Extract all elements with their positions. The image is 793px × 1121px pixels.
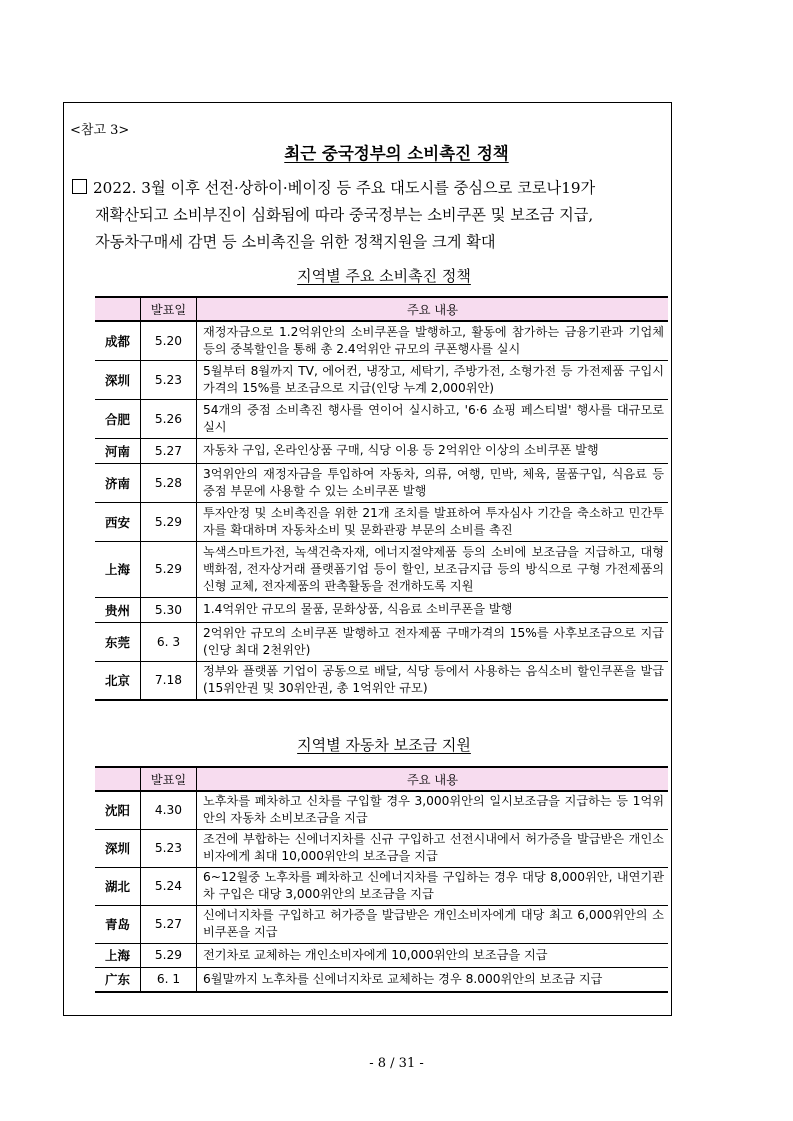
content-cell: 3억위안의 재정자금을 투입하여 자동차, 의류, 여행, 민박, 체육, 물품구입, 식음료 등 중점 부문에 사용할 수 있는 소비쿠폰 발행 xyxy=(197,463,669,502)
date-cell: 4.30 xyxy=(141,791,197,829)
content-cell: 재정자금으로 1.2억위안의 소비쿠폰을 발행하고, 활동에 참가하는 금융기관과 기업체 등의 중복할인을 통해 총 2.4억위안 규모의 쿠폰행사를 실시 xyxy=(197,321,669,360)
date-cell: 5.23 xyxy=(141,829,197,867)
content-cell: 녹색스마트가전, 녹색건축자재, 에너지절약제품 등의 소비에 보조금을 지급하고, 대형백화점, 전자상거래 플랫폼기업 등이 할인, 보조금지급 등의 방식으로 구형 가전제품의 신형 교체, 전자제품의 판촉활동을 전개하도록 지원 xyxy=(197,541,669,597)
content-cell: 정부와 플랫폼 기업이 공동으로 배달, 식당 등에서 사용하는 음식소비 할인쿠폰을 발급(15위안권 및 30위안권, 총 1억위안 규모) xyxy=(197,661,669,700)
page-title-text: 최근 중국정부의 소비촉진 정책 xyxy=(284,144,509,163)
table2-title xyxy=(0,734,768,755)
region-cell: 西安 xyxy=(95,502,141,541)
region-cell: 上海 xyxy=(95,541,141,597)
table-row xyxy=(95,867,668,905)
table1-title-text: 지역별 주요 소비촉진 정책 xyxy=(297,267,471,285)
content-cell: 자동차 구입, 온라인상품 구매, 식당 이용 등 2억위안 이상의 소비쿠폰 발행 xyxy=(197,438,669,463)
table-header-cell: 주요 내용 xyxy=(197,767,669,791)
table-row xyxy=(95,829,668,867)
table-header-row xyxy=(95,767,668,791)
table-row xyxy=(95,360,668,399)
table-header-cell: 주요 내용 xyxy=(197,297,669,321)
content-cell: 6월말까지 노후차를 신에너지차로 교체하는 경우 8.000위안의 보조금 지급 xyxy=(197,967,669,992)
date-cell: 5.29 xyxy=(141,943,197,967)
date-cell: 6. 1 xyxy=(141,967,197,992)
table-row xyxy=(95,905,668,943)
table-row xyxy=(95,399,668,438)
region-cell: 青岛 xyxy=(95,905,141,943)
table-row xyxy=(95,321,668,360)
content-cell: 투자안정 및 소비촉진을 위한 21개 조치를 발표하여 투자심사 기간을 축소하고 민간투자를 확대하며 자동차소비 및 문화관광 부문의 소비를 촉진 xyxy=(197,502,669,541)
intro-line-2: 재확산되고 소비부진이 심화됨에 따라 중국정부는 소비쿠폰 및 보조금 지급, xyxy=(95,206,594,224)
date-cell: 5.30 xyxy=(141,597,197,622)
content-cell: 신에너지차를 구입하고 허가증을 발급받은 개인소비자에게 대당 최고 6,000위안의 소비쿠폰을 지급 xyxy=(197,905,669,943)
region-cell: 广东 xyxy=(95,967,141,992)
checkbox-bullet-icon xyxy=(72,179,87,194)
table-header-cell xyxy=(95,767,141,791)
reference-label: <참고 3> xyxy=(70,123,130,138)
page-title xyxy=(0,140,793,164)
region-cell: 沈阳 xyxy=(95,791,141,829)
region-cell: 济南 xyxy=(95,463,141,502)
date-cell: 5.28 xyxy=(141,463,197,502)
date-cell: 5.20 xyxy=(141,321,197,360)
table-header-row xyxy=(95,297,668,321)
table-row xyxy=(95,791,668,829)
table1-title xyxy=(0,265,768,286)
region-cell: 深圳 xyxy=(95,360,141,399)
table-row xyxy=(95,622,668,661)
content-cell: 노후차를 폐차하고 신차를 구입할 경우 3,000위안의 일시보조금을 지급하는 등 1억위안의 자동차 소비보조금을 지급 xyxy=(197,791,669,829)
table-row xyxy=(95,541,668,597)
region-cell: 贵州 xyxy=(95,597,141,622)
region-cell: 河南 xyxy=(95,438,141,463)
date-cell: 5.26 xyxy=(141,399,197,438)
content-cell: 54개의 중점 소비촉진 행사를 연이어 실시하고, '6·6 쇼핑 페스티벌' 행사를 대규모로 실시 xyxy=(197,399,669,438)
content-cell: 전기차로 교체하는 개인소비자에게 10,000위안의 보조금을 지급 xyxy=(197,943,669,967)
table-row xyxy=(95,502,668,541)
table-row xyxy=(95,661,668,700)
intro-paragraph xyxy=(72,175,680,256)
table-row xyxy=(95,967,668,992)
date-cell: 5.29 xyxy=(141,502,197,541)
date-cell: 5.29 xyxy=(141,541,197,597)
date-cell: 6. 3 xyxy=(141,622,197,661)
table-header-cell xyxy=(95,297,141,321)
page-number: - 8 / 31 - xyxy=(369,1056,424,1071)
date-cell: 5.27 xyxy=(141,438,197,463)
intro-line-3: 자동차구매세 감면 등 소비촉진을 위한 정책지원을 크게 확대 xyxy=(95,233,496,251)
content-cell: 5월부터 8월까지 TV, 에어컨, 냉장고, 세탁기, 주방가전, 소형가전 등 가전제품 구입시 가격의 15%를 보조금으로 지급(인당 누계 2,000위안) xyxy=(197,360,669,399)
content-cell: 2억위안 규모의 소비쿠폰 발행하고 전자제품 구매가격의 15%를 사후보조금으로 지급(인당 최대 2천위안) xyxy=(197,622,669,661)
region-cell: 成都 xyxy=(95,321,141,360)
auto-subsidy-table xyxy=(95,766,668,993)
content-cell: 1.4억위안 규모의 물품, 문화상품, 식음료 소비쿠폰을 발행 xyxy=(197,597,669,622)
table-row xyxy=(95,597,668,622)
date-cell: 5.23 xyxy=(141,360,197,399)
date-cell: 7.18 xyxy=(141,661,197,700)
region-cell: 湖北 xyxy=(95,867,141,905)
date-cell: 5.24 xyxy=(141,867,197,905)
region-cell: 东莞 xyxy=(95,622,141,661)
region-cell: 合肥 xyxy=(95,399,141,438)
table-header-cell: 발표일 xyxy=(141,297,197,321)
table-row xyxy=(95,438,668,463)
table-row xyxy=(95,943,668,967)
region-cell: 上海 xyxy=(95,943,141,967)
table2-title-text: 지역별 자동차 보조금 지원 xyxy=(297,736,471,754)
date-cell: 5.27 xyxy=(141,905,197,943)
region-cell: 北京 xyxy=(95,661,141,700)
intro-line-1: 2022. 3월 이후 선전·상하이·베이징 등 주요 대도시를 중심으로 코로나19가 xyxy=(93,179,596,197)
region-cell: 深圳 xyxy=(95,829,141,867)
table-row xyxy=(95,463,668,502)
content-cell: 6~12월중 노후차를 폐차하고 신에너지차를 구입하는 경우 대당 8,000위안, 내연기관차 구입은 대당 3,000위안의 보조금을 지급 xyxy=(197,867,669,905)
content-cell: 조건에 부합하는 신에너지차를 신규 구입하고 선전시내에서 허가증을 발급받은 개인소비자에게 최대 10,000위안의 보조금을 지급 xyxy=(197,829,669,867)
consumption-policy-table xyxy=(95,296,668,701)
table-header-cell: 발표일 xyxy=(141,767,197,791)
